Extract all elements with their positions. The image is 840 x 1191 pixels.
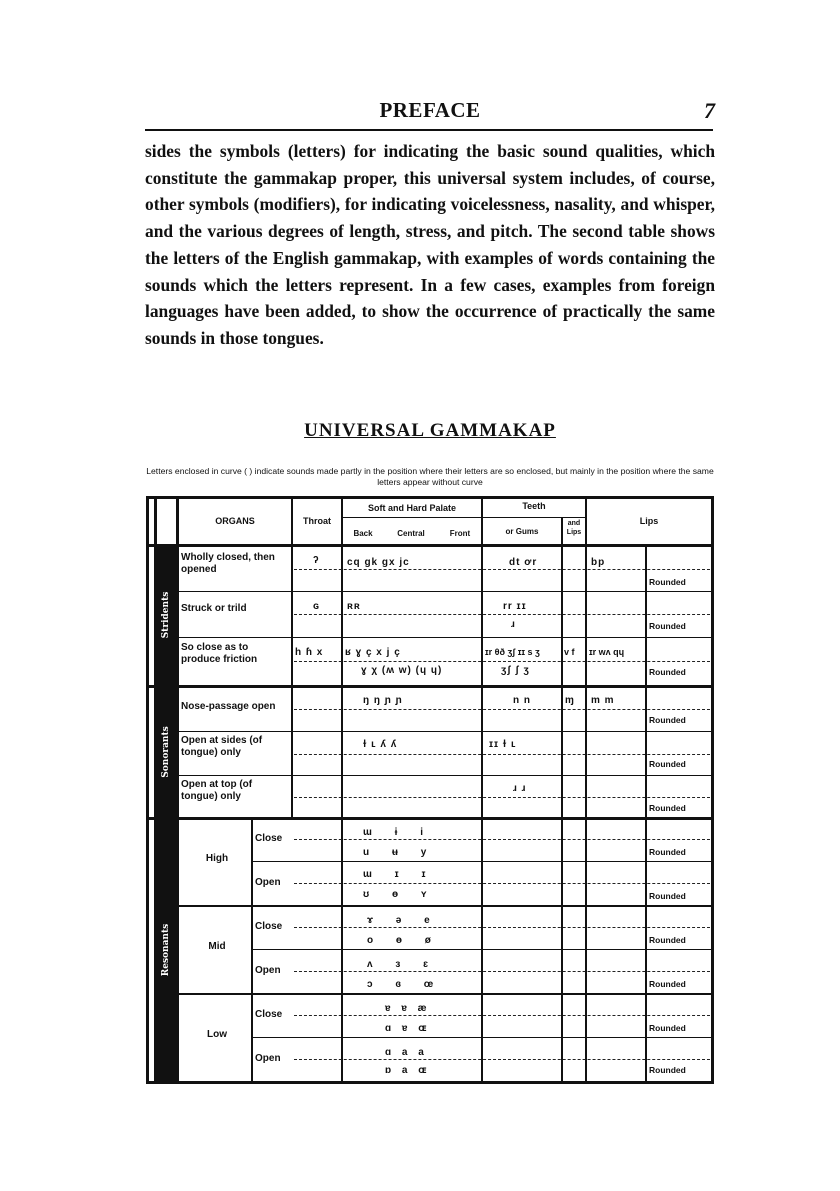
table-note: Letters enclosed in curve ( ) indicate sounds made partly in the position where their letters are so enclosed, but mainly in the position where the same letters appear without curve [146, 466, 714, 487]
glyph-cell: ʀʀ [347, 601, 361, 612]
header-organs: ORGANS [215, 516, 255, 526]
rounded-label: Rounded [649, 1065, 686, 1075]
col-line [645, 546, 647, 1081]
row-label-nose: Nose-passage open [181, 701, 276, 712]
dash-line [294, 797, 710, 798]
glyph-cell: rr ɪɪ [503, 601, 527, 612]
dash-line [294, 927, 710, 928]
row-line [253, 1037, 711, 1038]
sub-open: Open [255, 965, 281, 976]
glyph-cell: ɯ ɪ ɪ [363, 869, 436, 880]
sub-open: Open [255, 1053, 281, 1064]
sub-close: Close [255, 921, 283, 932]
glyph-cell: ɹ [511, 619, 516, 630]
header-lips: Lips [639, 516, 659, 526]
glyph-cell: u ʉ y [363, 847, 437, 858]
row-label-high: High [205, 853, 229, 864]
glyph-cell: ʁ ɣ ç x j ç [345, 647, 401, 658]
sub-close: Close [255, 1009, 283, 1020]
dash-line [294, 971, 710, 972]
row-label-wholly-closed: Wholly closed, then opened [181, 552, 275, 575]
glyph-cell: ŋ ŋ ɲ ɲ [363, 695, 403, 706]
glyph-cell: ʔ [313, 555, 320, 566]
row-label-low: Low [207, 1029, 227, 1040]
glyph-cell: m m [591, 695, 615, 706]
dash-line [294, 839, 710, 840]
row-line [149, 544, 711, 547]
rounded-label: Rounded [649, 715, 686, 725]
glyph-cell: ɑ ɐ ɶ [385, 1023, 431, 1034]
group-label-stridents: Stridents [161, 591, 171, 639]
header-and: and [567, 520, 581, 527]
rounded-label: Rounded [649, 935, 686, 945]
dash-line [294, 709, 710, 710]
row-line [179, 775, 711, 776]
row-line [179, 591, 711, 592]
dash-line [294, 569, 710, 570]
header-back: Back [353, 529, 373, 538]
glyph-cell: ɑ a a [385, 1047, 428, 1058]
rounded-label: Rounded [649, 891, 686, 901]
glyph-cell: ʒʃ ʃ ʒ [501, 665, 530, 676]
dash-line [294, 614, 710, 615]
row-line [149, 817, 711, 820]
page-number: 7 [704, 98, 715, 123]
dash-line [294, 1015, 710, 1016]
dash-line [294, 754, 710, 755]
glyph-cell: ɣ χ (ʍ w) (ɥ ɥ) [361, 665, 443, 676]
header-central: Central [397, 529, 425, 538]
col-line [561, 517, 563, 1081]
glyph-cell: h ɦ x [295, 647, 324, 658]
glyph-cell: ɐ ɐ æ [385, 1003, 431, 1014]
header-throat: Throat [303, 516, 331, 526]
row-line [179, 731, 711, 732]
row-line [179, 637, 711, 638]
glyph-cell: ɱ [565, 695, 575, 706]
glyph-cell: ɪr wʌ qɥ [589, 647, 625, 657]
rounded-label: Rounded [649, 1023, 686, 1033]
rounded-label: Rounded [649, 577, 686, 587]
glyph-cell: ɪɪ ɫ ʟ [489, 739, 517, 750]
row-line [179, 993, 711, 995]
glyph-cell: ɹ ɹ [513, 783, 527, 794]
rounded-label: Rounded [649, 803, 686, 813]
glyph-cell: ɪr θð ʒʃ ɪɪ s ʒ [485, 647, 540, 657]
glyph-cell: dt ơr [509, 557, 538, 568]
glyph-cell: ɯ ɨ i [363, 827, 434, 838]
dash-line [294, 883, 710, 884]
rounded-label: Rounded [649, 979, 686, 989]
header-palate: Soft and Hard Palate [367, 503, 457, 513]
rounded-label: Rounded [649, 621, 686, 631]
glyph-cell: bp [591, 557, 606, 568]
row-line [179, 905, 711, 907]
sub-open: Open [255, 877, 281, 888]
sub-close: Close [255, 833, 283, 844]
glyph-cell: o ɵ ø [367, 935, 441, 946]
glyph-cell: cq gk gx jc [347, 557, 410, 568]
header-lips-sub: Lips [566, 529, 582, 536]
row-label-top: Open at top (of tongue) only [181, 779, 253, 802]
glyph-cell: ɔ ɞ œ [367, 979, 444, 990]
table-title: UNIVERSAL GAMMAKAP [304, 420, 556, 441]
row-label-sides: Open at sides (of tongue) only [181, 735, 263, 758]
row-line [341, 517, 481, 518]
row-line [253, 949, 711, 950]
group-label-resonants: Resonants [161, 923, 171, 977]
page-title: PREFACE [379, 98, 481, 122]
page-header [145, 98, 715, 126]
dash-line [294, 661, 710, 662]
rounded-label: Rounded [649, 667, 686, 677]
row-label-mid: Mid [208, 941, 226, 952]
row-line [481, 517, 585, 518]
header-rule [145, 129, 713, 131]
row-label-so-close: So close as to produce friction [181, 642, 258, 665]
gammakap-table [146, 496, 714, 1084]
header-teeth: Teeth [522, 501, 546, 511]
rounded-label: Rounded [649, 847, 686, 857]
glyph-cell: ɒ a ɶ [385, 1065, 431, 1076]
row-line [149, 685, 711, 688]
glyph-cell: ɫ ʟ ʎ ʎ [363, 739, 398, 750]
row-label-struck: Struck or trild [181, 603, 247, 614]
glyph-cell: ɤ ə e [367, 915, 440, 926]
glyph-cell: ʊ ɵ ʏ [363, 889, 437, 900]
rounded-label: Rounded [649, 759, 686, 769]
group-label-sonorants: Sonorants [161, 726, 171, 778]
row-line [253, 861, 711, 862]
glyph-cell: n n [513, 695, 531, 706]
header-front: Front [449, 529, 471, 538]
dash-line [294, 1059, 710, 1060]
body-paragraph: sides the symbols (letters) for indicating the basic sound qualities, which constitute the gammakap proper, this universal system includes, of course, other symbols (modifiers), for indicating voicelessness, nasality, and whisper, and the various degrees of length, stress, and pitch. The second table shows the letters of the English gammakap, with examples of words containing the sounds which the letters represent. In a few cases, examples from foreign languages have been added, to show the occurrence of practically the same sounds in those tongues. [145, 141, 715, 348]
glyph-cell: ʌ ɜ ɛ [367, 959, 439, 970]
glyph-cell: ɢ [313, 601, 320, 612]
glyph-cell: v f [564, 647, 575, 657]
header-gums: or Gums [505, 527, 539, 536]
